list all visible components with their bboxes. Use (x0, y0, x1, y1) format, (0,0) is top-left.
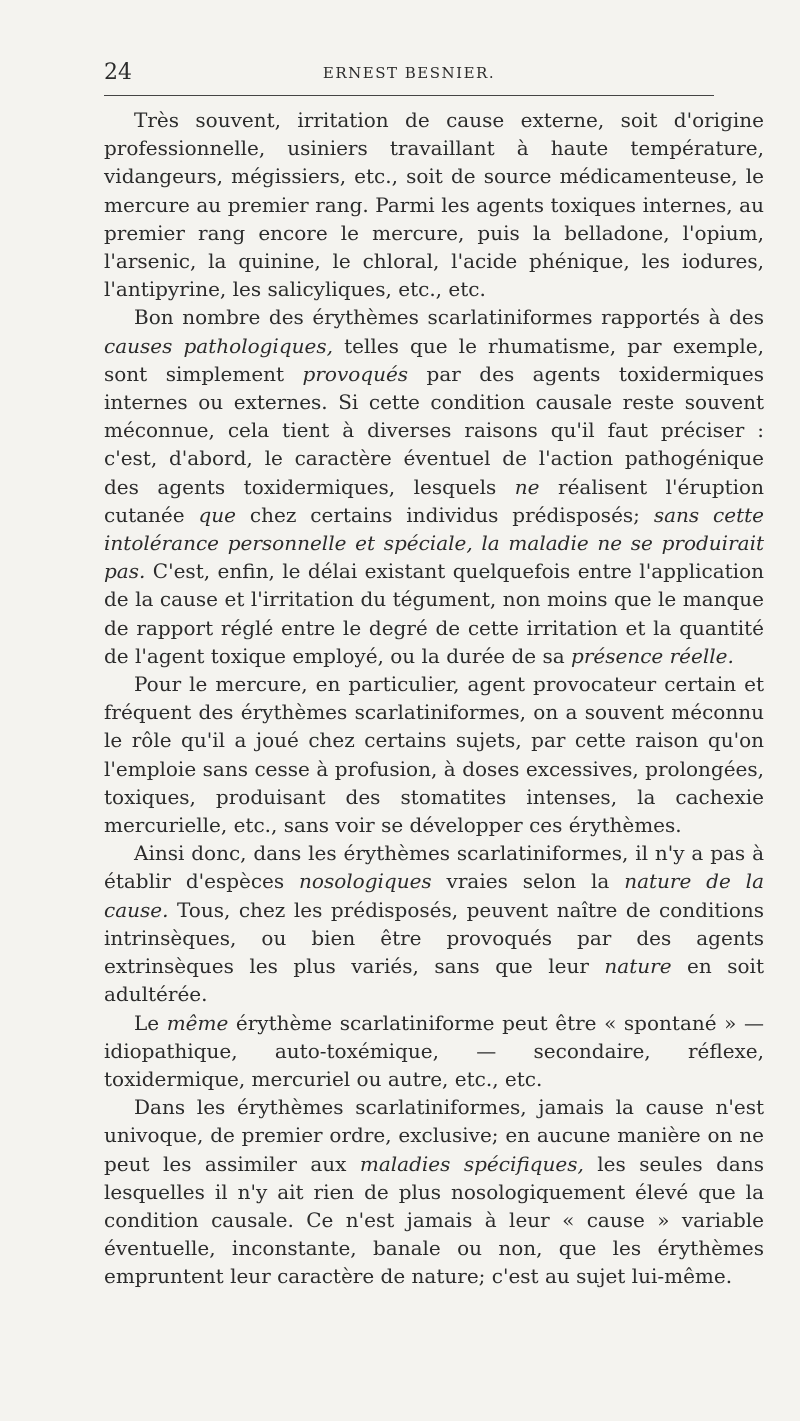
paragraph (104, 1093, 764, 1290)
italic-text: causes pathologiques, (104, 333, 333, 358)
text-run: vraies selon la (431, 869, 625, 894)
header-rule (104, 95, 714, 96)
text-run: les seules dans lesquelles il n'y ait rien de plus nosologiquement élevé que la condition causale. Ce n'est jamais à leur « cause » variable éventuelle, inconstante, banale ou non, que les érythèmes empruntent leur caractère de nature; c'est au sujet lui-même. (104, 1151, 764, 1289)
text-run: Pour le mercure, en particulier, agent provocateur certain et fréquent des érythèmes scarlatiniformes, on a souvent méconnu le rôle qu'il a joué chez certains sujets, par cette raison qu'on l'emploie sans cesse à profusion, à doses excessives, prolongées, toxiques, produisant des stomatites intenses, la cachexie mercurielle, etc., sans voir se développer ces érythèmes. (104, 672, 764, 838)
italic-text: maladies spécifiques, (359, 1151, 584, 1176)
italic-text: sans cette intolérance personnelle et spéciale, la maladie ne se produirait pas. (104, 502, 764, 584)
paragraph (104, 1009, 764, 1094)
text-run: Tous, chez les prédisposés, peuvent naître de conditions intrinsèques, ou bien être provoqués par des agents extrinsèques les plus variés, sans que leur (104, 897, 764, 979)
text-run: Ainsi donc, dans les érythèmes scarlatiniformes, il n'y a pas à établir d'espèces (104, 841, 764, 894)
body-text (104, 106, 764, 1291)
paragraph (104, 106, 764, 303)
text-run: érythème scarlatiniforme peut être « spontané » — idiopathique, auto-toxémique, — secondaire, réflexe, toxidermique, mercuriel ou autre, etc., etc. (104, 1010, 764, 1091)
page-header (104, 58, 714, 90)
italic-text: présence réelle. (571, 643, 734, 668)
italic-text: ne (514, 474, 540, 499)
italic-text: même (166, 1010, 229, 1035)
text-run: chez certains individus prédisposés; (236, 502, 654, 527)
text-run: Dans les érythèmes scarlatiniformes, jamais la cause n'est univoque, de premier ordre, exclusive; en aucune manière on ne peut les assimiler aux (104, 1095, 764, 1176)
paragraph (104, 670, 764, 839)
italic-text: nosologiques (299, 869, 432, 894)
text-run: par des agents toxidermiques internes ou externes. Si cette condition causale reste souvent méconnue, cela tient à diverses raisons qu'il faut préciser : c'est, d'abord, le caractère éventuel de l'action pathogénique des agents toxidermiques, lesquels (104, 361, 764, 499)
running-head: ERNEST BESNIER. (322, 64, 496, 82)
text-run: en soit adultérée. (104, 954, 764, 1007)
paragraph (104, 303, 764, 670)
text-run: C'est, enfin, le délai existant quelquefois entre l'application de la cause et l'irritation du tégument, non moins que le manque de rapport réglé entre le degré de cette irritation et la quantité de l'agent toxique employé, ou la durée de sa (104, 559, 764, 668)
page-number: 24 (104, 60, 132, 85)
text-run: telles que le rhumatisme, par exemple, sont simplement (104, 333, 764, 386)
paragraph (104, 839, 764, 1008)
text-run: Très souvent, irritation de cause externe, soit d'origine professionnelle, usiniers travaillant à haute température, vidangeurs, mégissiers, etc., soit de source médicamenteuse, le mercure au premier rang. Parmi les agents toxiques internes, au premier rang encore le mercure, puis la belladone, l'opium, l'arsenic, la quinine, le chloral, l'acide phénique, les iodures, l'antipyrine, les salicyliques, etc., etc. (104, 108, 764, 302)
italic-text: provoqués (302, 361, 409, 386)
italic-text: que (198, 502, 237, 527)
italic-text: nature (604, 954, 672, 979)
text-run: Bon nombre des érythèmes scarlatiniformes rapportés à des (134, 305, 764, 330)
text-run: réalisent l'éruption cutanée (104, 474, 764, 527)
text-run: Le (134, 1010, 167, 1035)
italic-text: nature de la cause. (104, 869, 764, 922)
